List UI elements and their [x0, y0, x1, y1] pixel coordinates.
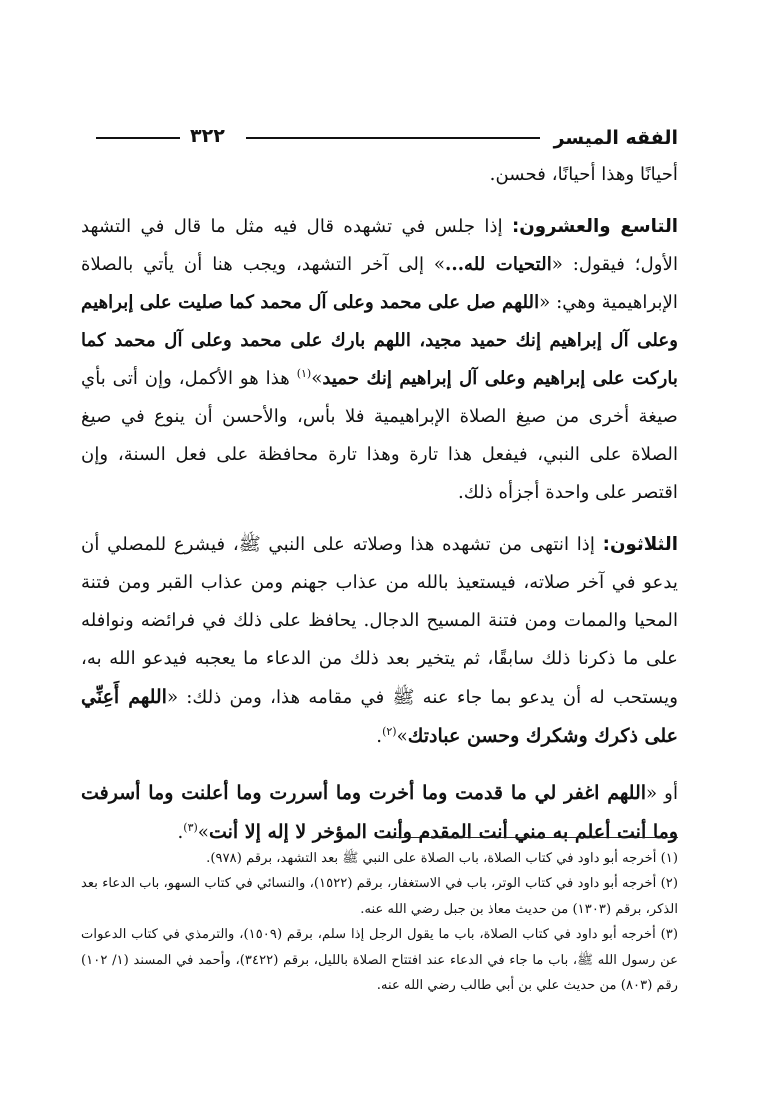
main-text	[81, 156, 678, 852]
header-rule	[246, 137, 540, 139]
page-number: ٣٢٢	[190, 125, 225, 147]
paragraph-30: الثلاثون: إذا انتهى من تشهده هذا وصلاته على النبي ﷺ، فيشرع للمصلي أن يدعو في آخر صلاته، فيستعيذ بالله من عذاب جهنم ومن عذاب القبر ومن فتنة المحيا والممات ومن فتنة المسيح الدجال. يحافظ على ذلك في فرائضه ونوافله على ما ذكرنا ذلك سابقًا، ثم يتخير بعد ذلك من الدعاء ما يعجبه فيدعو الله به، ويستحب له أن يدعو بما جاء عنه ﷺ في مقامه هذا، ومن ذلك: «اللهم أَعِنِّي على ذكرك وشكرك وحسن عبادتك»$^{(٢)}$.	[81, 534, 679, 747]
footnote-2: (٢) أخرجه أبو داود في كتاب الوتر، باب في الاستغفار، برقم (١٥٢٢)، والنسائي في كتاب السهو، باب الدعاء بعد الذكر، برقم (١٣٠٣) من حديث معاذ بن جبل رضي الله عنه.	[81, 876, 678, 917]
paragraph-gap	[81, 194, 678, 208]
book-title: الفقه الميسر	[553, 127, 678, 149]
footnotes	[81, 846, 678, 998]
paragraph-continuation: أحيانًا وهذا أحيانًا، فحسن.	[489, 164, 678, 185]
footnote-ref-1: (١)	[296, 366, 312, 380]
paragraph-dua-2: أو «اللهم اغفر لي ما قدمت وما أخرت وما أسررت وما أعلنت وما أسرفت وما أنت أعلم به مني أنت المقدم وأنت المؤخر لا إله إلا أنت»$^{(٣)}$.	[81, 782, 678, 843]
quote-tahiyyat: التحيات لله...	[445, 254, 552, 275]
quote-dua-2: اللهم اغفر لي ما قدمت وما أخرت وما أسررت وما أعلنت وما أسرفت وما أنت أعلم به مني أنت المقدم وأنت المؤخر لا إله إلا أنت	[81, 782, 678, 843]
paragraph-gap	[81, 512, 678, 526]
paragraph-label-29: التاسع والعشرون:	[511, 216, 679, 237]
paragraph-gap	[81, 756, 678, 774]
quote-salat-ibrahimiyya: اللهم صل على محمد وعلى آل محمد كما صليت على إبراهيم وعلى آل إبراهيم إنك حميد مجيد، اللهم بارك على محمد وعلى آل محمد كما باركت على إبراهيم وعلى آل إبراهيم إنك حميد	[81, 292, 678, 389]
footnote-3: (٣) أخرجه أبو داود في كتاب الصلاة، باب ما يقول الرجل إذا سلم، برقم (١٥٠٩)، والترمذي في كتاب الدعوات عن رسول الله ﷺ، باب ما جاء في الدعاء عند افتتاح الصلاة بالليل، برقم (٣٤٢٢)، وأحمد في المسند (١/ ١٠٢) رقم (٨٠٣) من حديث علي بن أبي طالب رضي الله عنه.	[81, 927, 678, 994]
quote-dua-1: اللهم أَعِنِّي على ذكرك وشكرك وحسن عبادتك	[81, 686, 678, 747]
footnote-1: (١) أخرجه أبو داود في كتاب الصلاة، باب الصلاة على النبي ﷺ بعد التشهد، برقم (٩٧٨).	[206, 851, 678, 866]
paragraph-label-30: الثلاثون:	[602, 534, 678, 555]
footnote-ref-2: (٢)	[382, 724, 397, 738]
paragraph-29: التاسع والعشرون: إذا جلس في تشهده قال فيه مثل ما قال في التشهد الأول؛ فيقول: «التحيات لله...» إلى آخر التشهد، ويجب هنا أن يأتي بالصلاة الإبراهيمية وهي: «اللهم صل على محمد وعلى آل محمد كما صليت على إبراهيم وعلى آل إبراهيم إنك حميد مجيد، اللهم بارك على محمد وعلى آل محمد كما باركت على إبراهيم وعلى آل إبراهيم إنك حميد»$^{(١)}$ هذا هو الأكمل، وإن أتى بأي صيغة أخرى من صيغ الصلاة الإبراهيمية فلا بأس، والأحسن أن ينوع في صيغ الصلاة على النبي، فيفعل هذا تارة وهذا تارة محافظة على فعل السنة، وإن اقتصر على واحدة أجزأه ذلك.	[81, 216, 679, 503]
header-rule-left	[96, 137, 180, 139]
footnote-ref-3: (٣)	[183, 820, 198, 834]
footnote-separator	[378, 837, 678, 838]
page-header	[96, 124, 678, 154]
